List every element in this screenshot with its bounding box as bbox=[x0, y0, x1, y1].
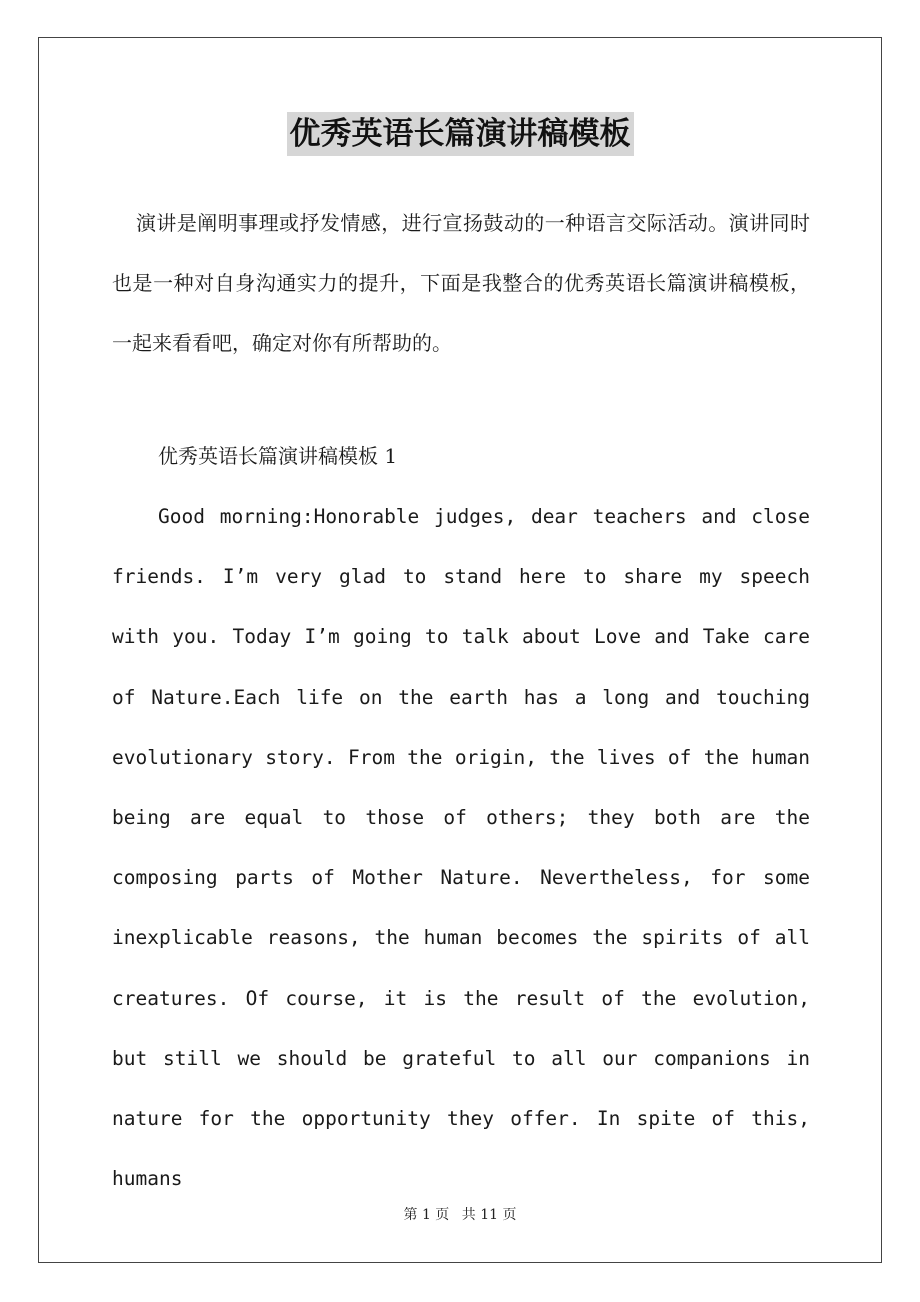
intro-paragraph: 演讲是阐明事理或抒发情感，进行宣扬鼓动的一种语言交际活动。演讲同时也是一种对自身沟通实力的提升，下面是我整合的优秀英语长篇演讲稿模板，一起来看看吧，确定对你有所帮助的。 bbox=[112, 211, 810, 355]
section-heading: 优秀英语长篇演讲稿模板 1 bbox=[158, 444, 398, 468]
page-total: 共 11 页 bbox=[461, 1207, 517, 1223]
title-wrap bbox=[0, 112, 920, 156]
page-number: 第 1 页 bbox=[403, 1207, 450, 1223]
page-footer bbox=[0, 1204, 920, 1224]
document-title: 优秀英语长篇演讲稿模板 bbox=[287, 112, 634, 156]
body-paragraph: Good morning:Honorable judges, dear teachers and close friends. I’m very glad to stand here to share my speech with you. Today I’m going to talk about Love and Take care of Nature.Each life on the earth has a long and touching evolutionary story. From the origin, the lives of the human being are equal to those of others; they both are the composing parts of Mother Nature. Nevertheless, for some inexplicable reasons, the human becomes the spirits of all creatures. Of course, it is the result of the evolution, but still we should be grateful to all our companions in nature for the opportunity they offer. In spite of this, humans bbox=[112, 505, 810, 1191]
